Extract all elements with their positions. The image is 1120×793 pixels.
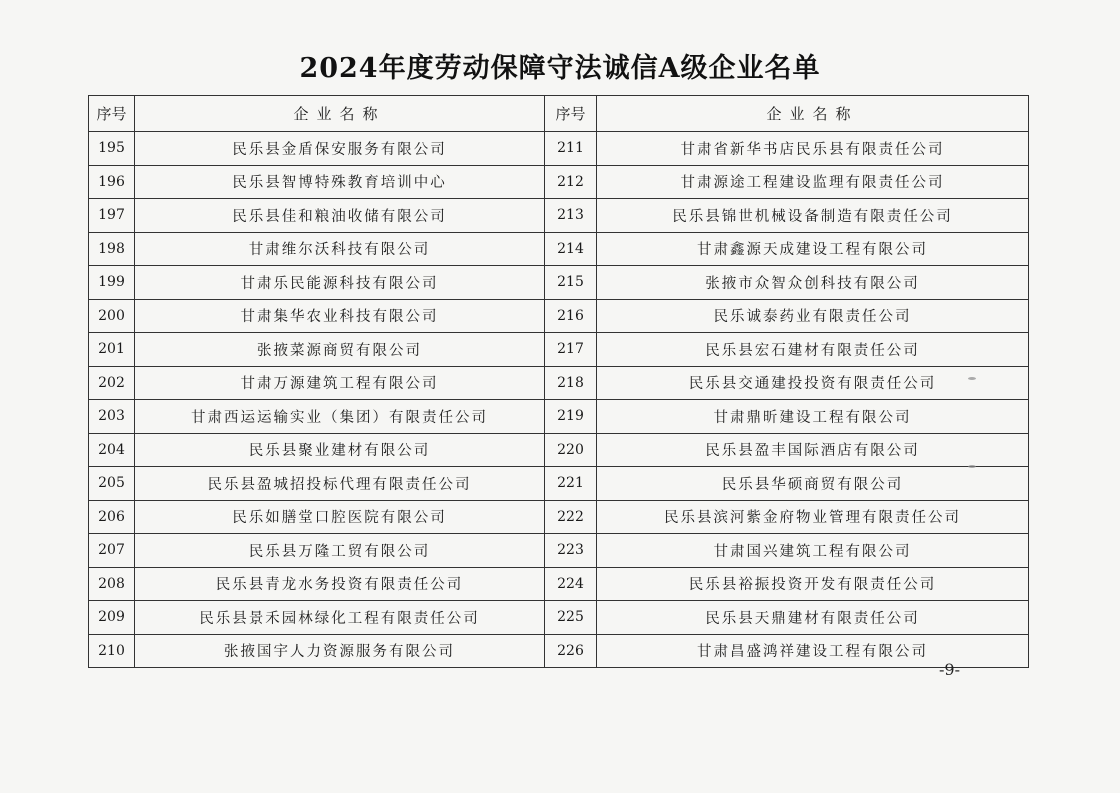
row-number-left: 200 <box>89 299 135 333</box>
page-number: -9- <box>939 660 960 679</box>
company-name-left: 甘肃西运运输实业（集团）有限责任公司 <box>135 400 545 434</box>
row-number-left: 198 <box>89 232 135 266</box>
company-name-left: 甘肃维尔沃科技有限公司 <box>135 232 545 266</box>
header-name-left-label: 企业名称 <box>293 105 386 123</box>
header-seq-left: 序号 <box>89 96 135 132</box>
row-number-right: 225 <box>545 601 597 635</box>
table-row <box>89 165 1029 199</box>
table-row <box>89 199 1029 233</box>
row-number-right: 212 <box>545 165 597 199</box>
company-name-right: 民乐县滨河紫金府物业管理有限责任公司 <box>597 500 1029 534</box>
company-name-right: 民乐县裕振投资开发有限责任公司 <box>597 567 1029 601</box>
row-number-right: 211 <box>545 132 597 166</box>
company-name-left: 民乐县景禾园林绿化工程有限责任公司 <box>135 601 545 635</box>
company-name-left: 民乐县智博特殊教育培训中心 <box>135 165 545 199</box>
company-name-right: 民乐县盈丰国际酒店有限公司 <box>597 433 1029 467</box>
row-number-left: 205 <box>89 467 135 501</box>
company-name-left: 民乐如膳堂口腔医院有限公司 <box>135 500 545 534</box>
table-row <box>89 534 1029 568</box>
company-name-left: 民乐县金盾保安服务有限公司 <box>135 132 545 166</box>
table-row <box>89 634 1029 668</box>
document-title: 2024年度劳动保障守法诚信A级企业名单 <box>299 53 821 84</box>
row-number-right: 215 <box>545 266 597 300</box>
company-name-left: 张掖国宇人力资源服务有限公司 <box>135 634 545 668</box>
company-name-right: 民乐县锦世机械设备制造有限责任公司 <box>597 199 1029 233</box>
company-name-right: 民乐县交通建投投资有限责任公司 <box>597 366 1029 400</box>
row-number-left: 203 <box>89 400 135 434</box>
row-number-left: 207 <box>89 534 135 568</box>
table-row <box>89 232 1029 266</box>
row-number-right: 218 <box>545 366 597 400</box>
table-row <box>89 601 1029 635</box>
row-number-right: 217 <box>545 333 597 367</box>
header-seq-right: 序号 <box>545 96 597 132</box>
table-row <box>89 467 1029 501</box>
header-name-left <box>135 96 545 132</box>
company-name-left: 民乐县佳和粮油收储有限公司 <box>135 199 545 233</box>
table-row <box>89 567 1029 601</box>
company-name-right: 甘肃省新华书店民乐县有限责任公司 <box>597 132 1029 166</box>
table-row <box>89 266 1029 300</box>
row-number-left: 210 <box>89 634 135 668</box>
row-number-left: 209 <box>89 601 135 635</box>
header-name-right-label: 企业名称 <box>766 105 859 123</box>
row-number-right: 224 <box>545 567 597 601</box>
row-number-left: 208 <box>89 567 135 601</box>
company-name-left: 民乐县聚业建材有限公司 <box>135 433 545 467</box>
row-number-right: 216 <box>545 299 597 333</box>
row-number-right: 223 <box>545 534 597 568</box>
row-number-right: 214 <box>545 232 597 266</box>
row-number-right: 221 <box>545 467 597 501</box>
scan-mark <box>968 377 976 380</box>
company-name-left: 甘肃万源建筑工程有限公司 <box>135 366 545 400</box>
company-name-right: 甘肃鑫源天成建设工程有限公司 <box>597 232 1029 266</box>
company-name-right: 甘肃昌盛鸿祥建设工程有限公司 <box>597 634 1029 668</box>
company-name-right: 张掖市众智众创科技有限公司 <box>597 266 1029 300</box>
row-number-left: 201 <box>89 333 135 367</box>
row-number-left: 202 <box>89 366 135 400</box>
row-number-right: 226 <box>545 634 597 668</box>
table-row <box>89 366 1029 400</box>
company-name-left: 甘肃乐民能源科技有限公司 <box>135 266 545 300</box>
row-number-left: 206 <box>89 500 135 534</box>
table-row <box>89 299 1029 333</box>
scan-mark <box>968 465 976 468</box>
company-name-left: 民乐县青龙水务投资有限责任公司 <box>135 567 545 601</box>
row-number-left: 197 <box>89 199 135 233</box>
table-row <box>89 333 1029 367</box>
row-number-left: 195 <box>89 132 135 166</box>
company-name-right: 民乐县华硕商贸有限公司 <box>597 467 1029 501</box>
company-name-right: 甘肃鼎昕建设工程有限公司 <box>597 400 1029 434</box>
company-name-right: 民乐县宏石建材有限责任公司 <box>597 333 1029 367</box>
row-number-left: 199 <box>89 266 135 300</box>
company-name-left: 民乐县万隆工贸有限公司 <box>135 534 545 568</box>
company-name-right: 甘肃源途工程建设监理有限责任公司 <box>597 165 1029 199</box>
company-name-left: 张掖菜源商贸有限公司 <box>135 333 545 367</box>
table-row <box>89 400 1029 434</box>
company-list-table <box>88 95 1029 668</box>
table-row <box>89 433 1029 467</box>
company-name-right: 民乐诚泰药业有限责任公司 <box>597 299 1029 333</box>
header-name-right <box>597 96 1029 132</box>
table-row <box>89 132 1029 166</box>
company-name-left: 民乐县盈城招投标代理有限责任公司 <box>135 467 545 501</box>
row-number-right: 222 <box>545 500 597 534</box>
row-number-left: 204 <box>89 433 135 467</box>
row-number-right: 219 <box>545 400 597 434</box>
table-body <box>89 132 1029 668</box>
table-header-row <box>89 96 1029 132</box>
row-number-right: 220 <box>545 433 597 467</box>
row-number-left: 196 <box>89 165 135 199</box>
company-name-right: 民乐县天鼎建材有限责任公司 <box>597 601 1029 635</box>
company-name-right: 甘肃国兴建筑工程有限公司 <box>597 534 1029 568</box>
row-number-right: 213 <box>545 199 597 233</box>
table-row <box>89 500 1029 534</box>
company-name-left: 甘肃集华农业科技有限公司 <box>135 299 545 333</box>
